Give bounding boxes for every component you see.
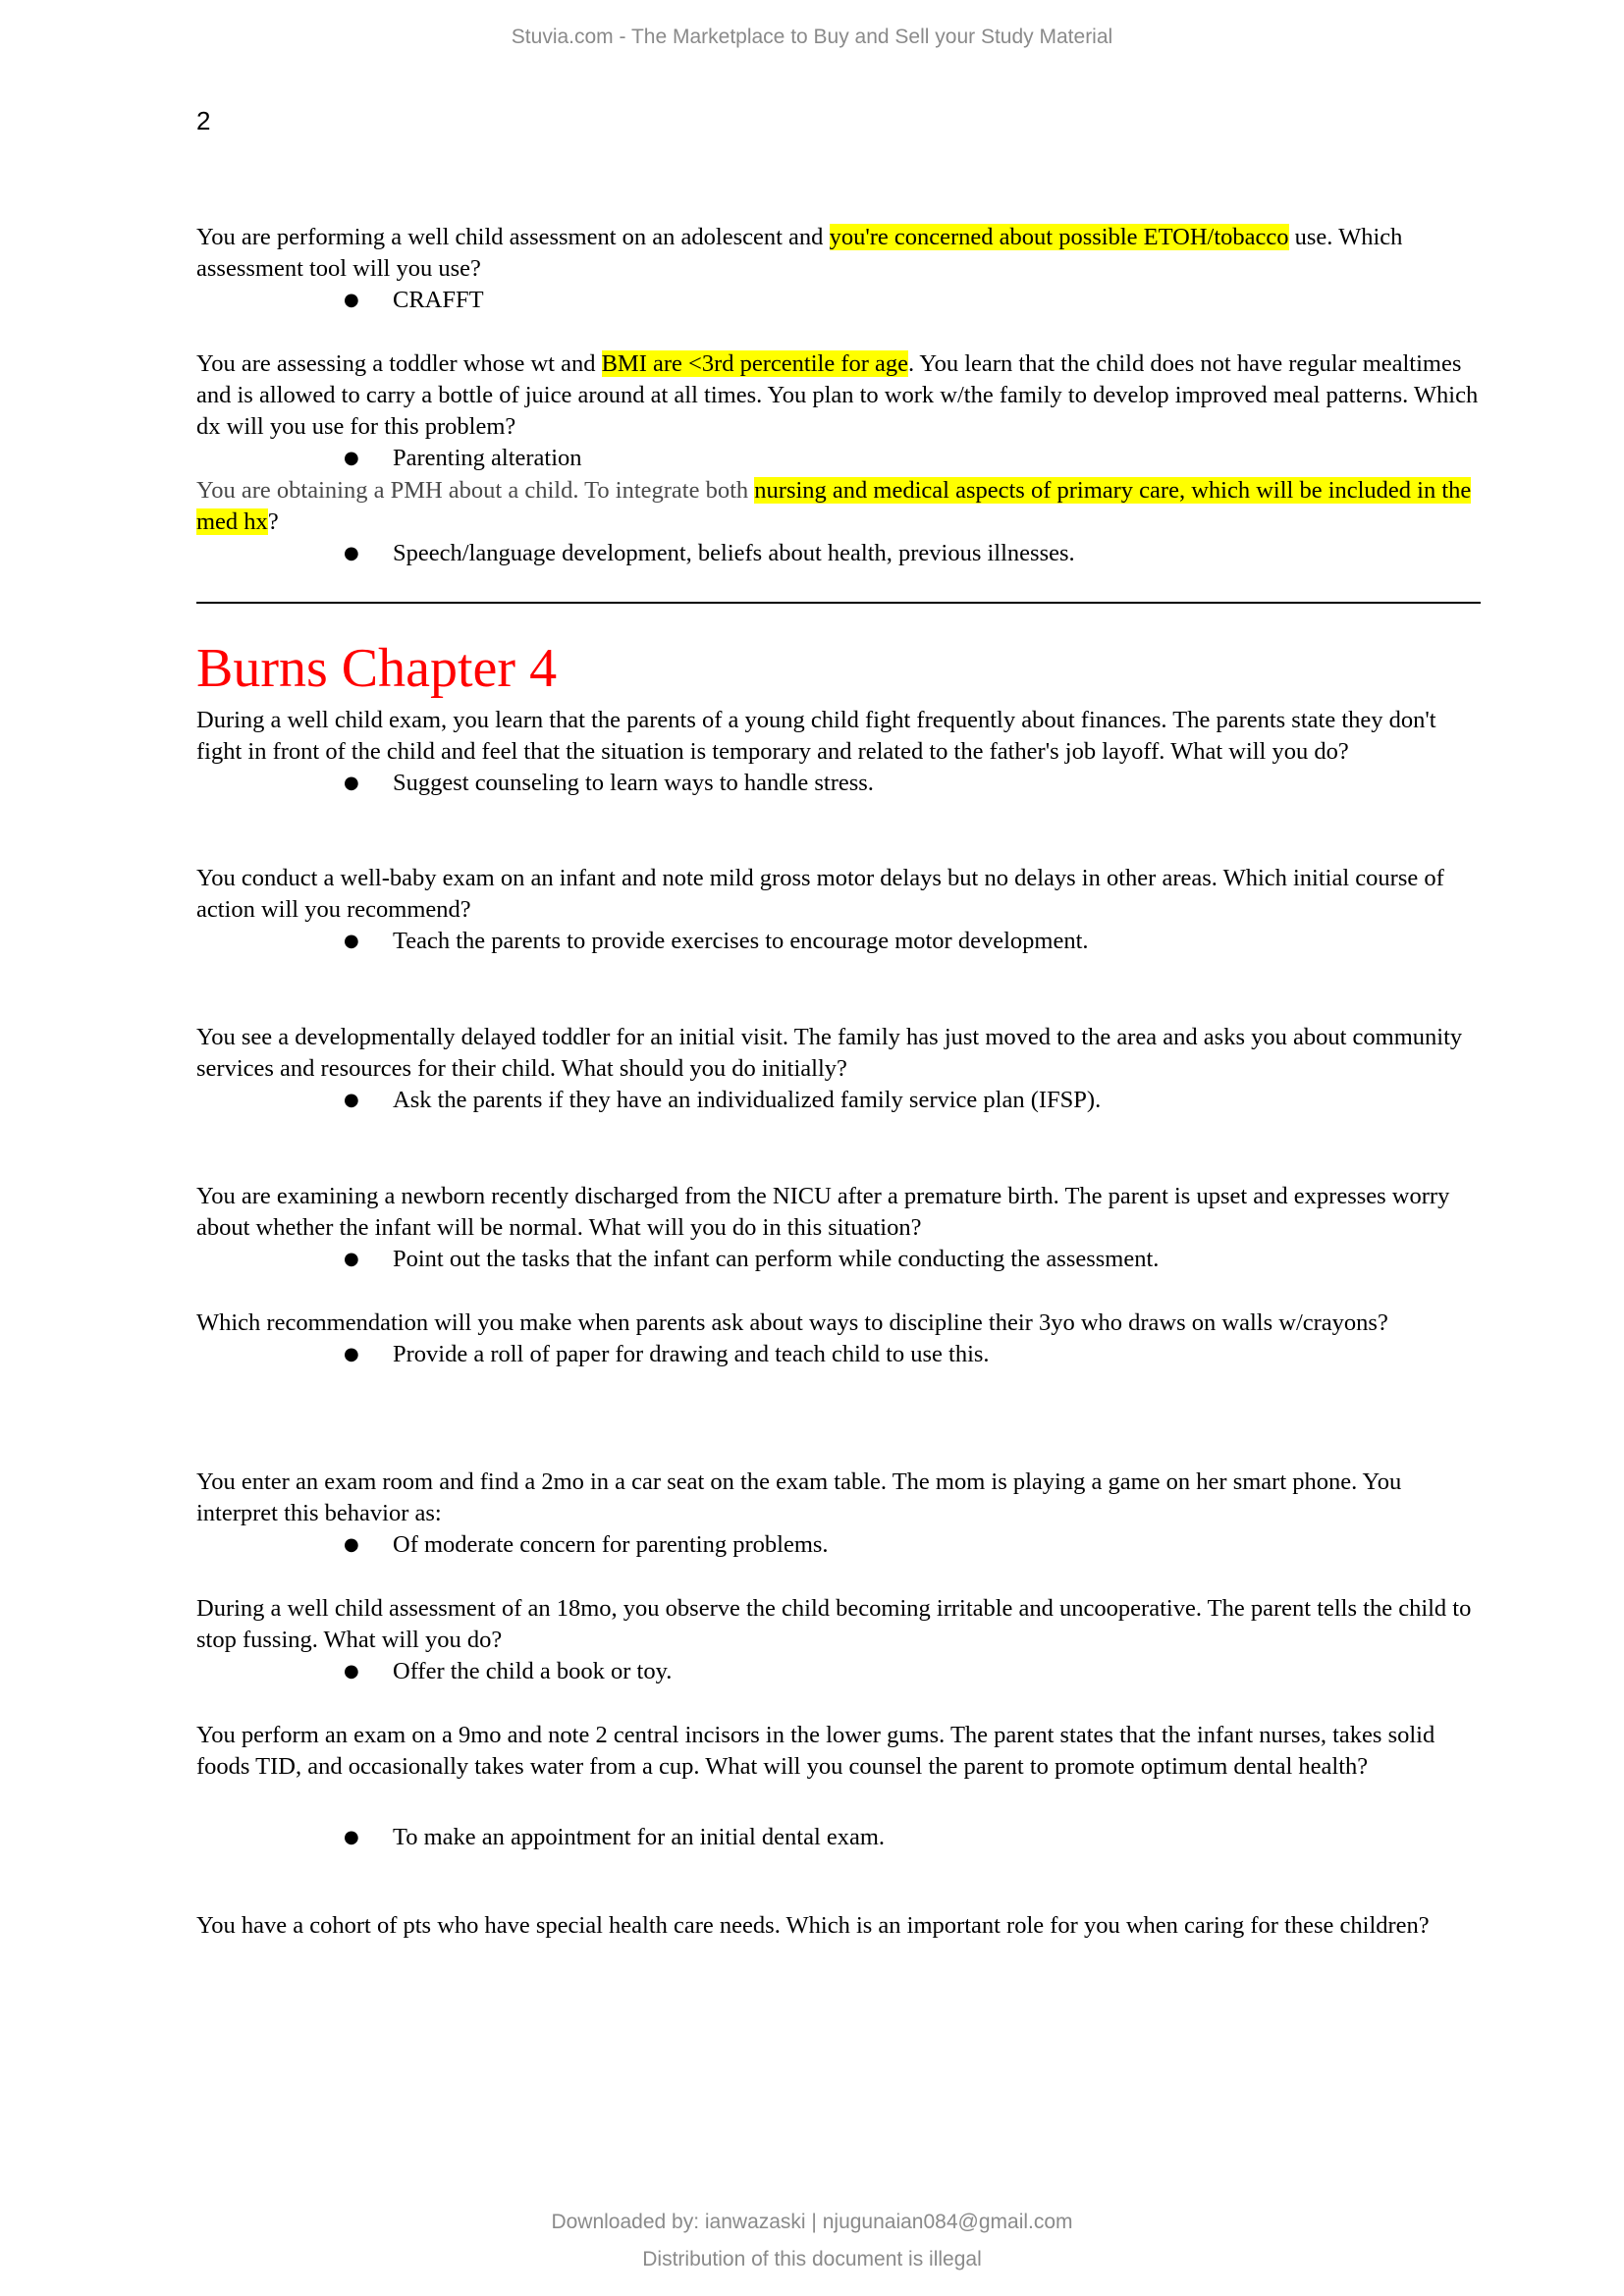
answer-item: ● Point out the tasks that the infant can perform while conducting the assessment. xyxy=(196,1244,1483,1275)
bullet-icon: ● xyxy=(344,1661,359,1682)
bullet-icon: ● xyxy=(344,290,359,310)
question-block xyxy=(196,1022,1483,1116)
question-text: You have a cohort of pts who have special health care needs. Which is an important role for you when caring for these children? xyxy=(196,1912,1430,1939)
bullet-icon: ● xyxy=(344,773,359,793)
question-block xyxy=(196,1720,1483,1853)
section-divider xyxy=(196,602,1481,604)
question-block xyxy=(196,1467,1483,1561)
page-number: 2 xyxy=(196,106,211,135)
question-text: Which recommendation will you make when parents ask about ways to discipline their 3yo who draws on walls w/crayons? xyxy=(196,1309,1388,1336)
answer-item: ● Teach the parents to provide exercises to encourage motor development. xyxy=(196,926,1483,957)
answer-item: ● Provide a roll of paper for drawing and teach child to use this. xyxy=(196,1339,1483,1370)
downloaded-by-footer: Downloaded by: ianwazaski | njugunaian084@gmail.com xyxy=(551,2211,1073,2233)
answer-item: ● CRAFFT xyxy=(196,285,1483,316)
question-block xyxy=(196,1593,1483,1687)
question-text: During a well child assessment of an 18mo, you observe the child becoming irritable and uncooperative. The parent tells the child to stop fussing. What will you do? xyxy=(196,1595,1472,1653)
bullet-icon: ● xyxy=(344,931,359,951)
question-block xyxy=(196,705,1483,799)
distribution-notice-footer: Distribution of this document is illegal xyxy=(642,2248,982,2270)
stuvia-watermark-header: Stuvia.com - The Marketplace to Buy and Sell your Study Material xyxy=(511,26,1113,48)
bullet-icon: ● xyxy=(344,1534,359,1555)
question-text: You are obtaining a PMH about a child. To integrate both nursing and medical aspects of primary care, which will be included in the med hx? xyxy=(196,477,1472,535)
bullet-icon: ● xyxy=(344,1090,359,1110)
answer-item: ● Speech/language development, beliefs about health, previous illnesses. xyxy=(196,538,1483,569)
question-block xyxy=(196,1181,1483,1275)
question-text: You enter an exam room and find a 2mo in a car seat on the exam table. The mom is playing a game on her smart phone. You interpret this behavior as: xyxy=(196,1468,1402,1526)
question-text: You are examining a newborn recently discharged from the NICU after a premature birth. The parent is upset and expresses worry about whether the infant will be normal. What will you do in this situation? xyxy=(196,1183,1450,1241)
answer-item: ● Ask the parents if they have an individualized family service plan (IFSP). xyxy=(196,1085,1483,1116)
question-text: You are performing a well child assessment on an adolescent and you're concerned about possible ETOH/tobacco use. Which assessment tool will you use? xyxy=(196,224,1403,282)
answer-item: ● Parenting alteration xyxy=(196,443,1483,474)
highlighted-text: nursing and medical aspects of primary care, which will be included in the med hx xyxy=(196,477,1472,535)
bullet-icon: ● xyxy=(344,1249,359,1269)
chapter-heading: Burns Chapter 4 xyxy=(196,638,558,699)
question-text: You see a developmentally delayed toddler for an initial visit. The family has just moved to the area and asks you about community services and resources for their child. What should you do initially? xyxy=(196,1024,1463,1082)
highlighted-text: you're concerned about possible ETOH/tobacco xyxy=(829,224,1289,250)
bullet-icon: ● xyxy=(344,543,359,563)
answer-item: ● Offer the child a book or toy. xyxy=(196,1656,1483,1687)
question-block xyxy=(196,1308,1483,1370)
bullet-icon: ● xyxy=(344,1827,359,1847)
question-block xyxy=(196,222,1483,316)
question-block xyxy=(196,863,1483,957)
question-block xyxy=(196,1910,1483,1942)
question-block xyxy=(196,348,1483,474)
bullet-icon: ● xyxy=(344,1344,359,1364)
question-text: You are assessing a toddler whose wt and BMI are <3rd percentile for age. You learn that the child does not have regular mealtimes and is allowed to carry a bottle of juice around at all times. You plan to work w/the family to develop improved meal patterns. Which dx will you use for this problem? xyxy=(196,350,1479,440)
highlighted-text: BMI are <3rd percentile for age xyxy=(601,350,909,377)
question-text: During a well child exam, you learn that the parents of a young child fight frequently about finances. The parents state they don't fight in front of the child and feel that the situation is temporary and related to the father's job layoff. What will you do? xyxy=(196,707,1436,765)
question-block xyxy=(196,475,1483,569)
question-text: You perform an exam on a 9mo and note 2 central incisors in the lower gums. The parent states that the infant nurses, takes solid foods TID, and occasionally takes water from a cup. What will you counsel the parent to promote optimum dental health? xyxy=(196,1722,1435,1780)
bullet-icon: ● xyxy=(344,448,359,468)
answer-item: ● Suggest counseling to learn ways to handle stress. xyxy=(196,768,1483,799)
answer-item: ● Of moderate concern for parenting problems. xyxy=(196,1529,1483,1561)
question-text: You conduct a well-baby exam on an infant and note mild gross motor delays but no delays in other areas. Which initial course of action will you recommend? xyxy=(196,865,1444,923)
answer-item: ● To make an appointment for an initial dental exam. xyxy=(196,1822,1483,1853)
